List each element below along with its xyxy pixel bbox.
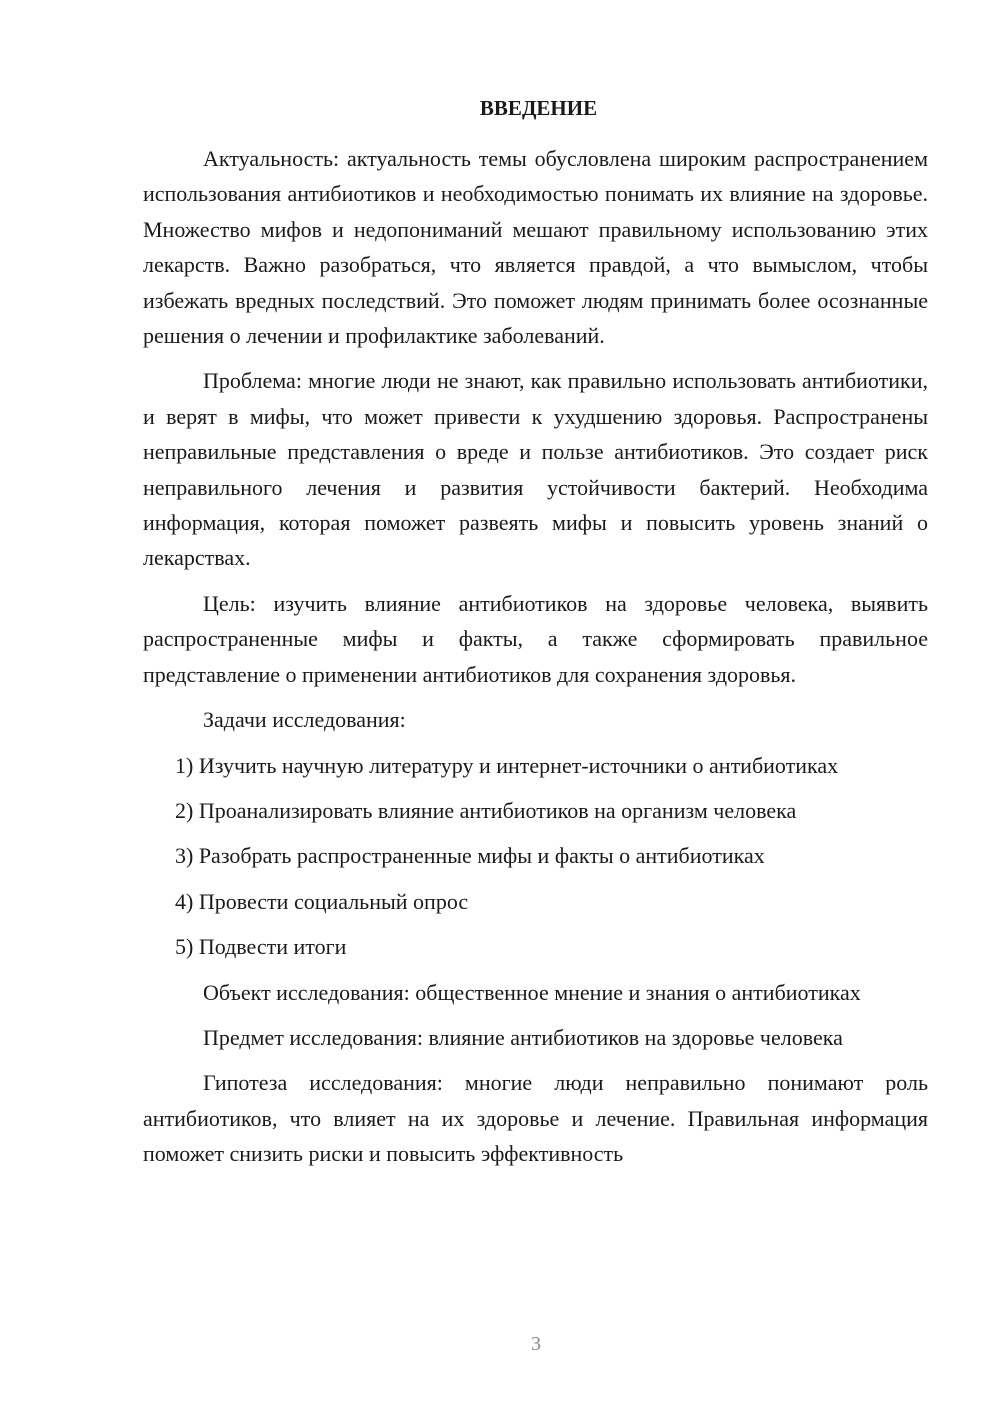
page-content xyxy=(143,93,928,1182)
goal-paragraph: Цель: изучить влияние антибиотиков на здоровье человека, выявить распространенные мифы и факты, а также сформировать правильное представление о применении антибиотиков для сохранения здоровья. xyxy=(143,590,928,687)
task-item: 5) Подвести итоги xyxy=(175,934,347,960)
task-item: 4) Провести социальный опрос xyxy=(175,888,469,914)
subject-paragraph: Предмет исследования: влияние антибиотиков на здоровье человека xyxy=(203,1024,843,1050)
section-title: ВВЕДЕНИЕ xyxy=(479,96,598,120)
problem-paragraph: Проблема: многие люди не знают, как правильно использовать антибиотики, и верят в мифы, что может привести к ухудшению здоровья. Распространены неправильные представления о вреде и пользе антибиотиков. Это создает риск неправильного лечения и развития устойчивости бактерий. Необходима информация, которая поможет развеять мифы и повысить уровень знаний о лекарствах. xyxy=(143,368,928,571)
object-paragraph: Объект исследования: общественное мнение и знания о антибиотиках xyxy=(203,979,861,1005)
task-item: 3) Разобрать распространенные мифы и факты о антибиотиках xyxy=(175,843,765,869)
page-number: 3 xyxy=(531,1333,541,1355)
relevance-paragraph: Актуальность: актуальность темы обусловлена широким распространением использования антибиотиков и необходимостью понимать их влияние на здоровье. Множество мифов и недопониманий мешают правильному использованию этих лекарств. Важно разобраться, что является правдой, а что вымыслом, чтобы избежать вредных последствий. Это поможет людям принимать более осознанные решения о лечении и профилактике заболеваний. xyxy=(143,146,928,349)
task-item: 2) Проанализировать влияние антибиотиков на организм человека xyxy=(175,797,797,823)
task-item: 1) Изучить научную литературу и интернет-источники о антибиотиках xyxy=(175,752,839,778)
tasks-heading: Задачи исследования: xyxy=(203,707,406,733)
hypothesis-paragraph: Гипотеза исследования: многие люди неправильно понимают роль антибиотиков, что влияет на их здоровье и лечение. Правильная информация поможет снизить риски и повысить эффективность xyxy=(143,1070,928,1167)
